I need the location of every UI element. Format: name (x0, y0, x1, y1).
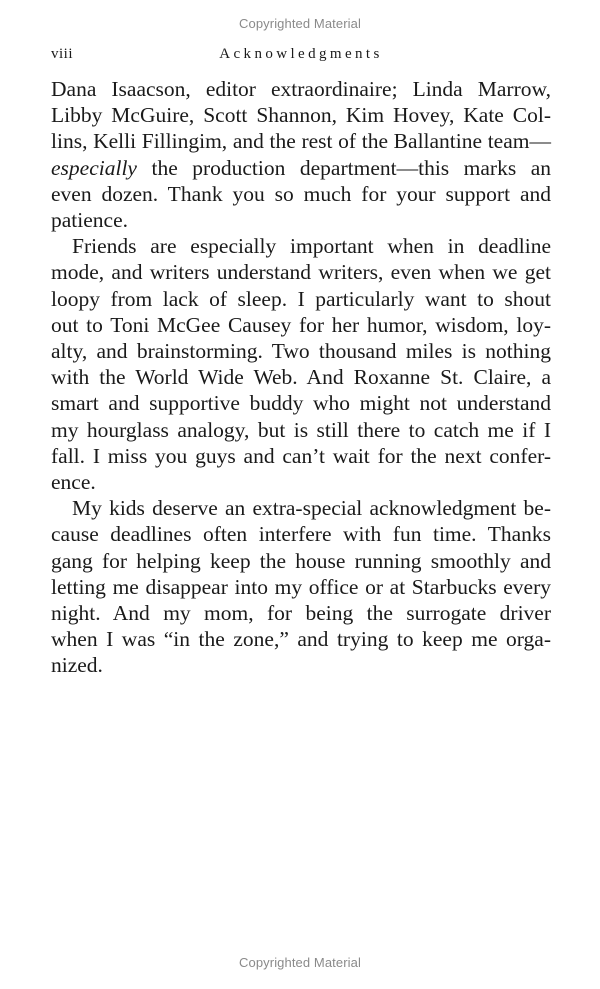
text-line-rest: the production department—this marks an (136, 155, 551, 180)
acknowledgments-text (51, 76, 551, 679)
text-line: with the World Wide Web. And Roxanne St. Claire, a (51, 365, 551, 390)
paragraph-1 (51, 76, 551, 233)
text-line: patience. (51, 208, 128, 233)
text-line: smart and supportive buddy who might not understand (51, 391, 551, 416)
text-line: ence. (51, 470, 96, 495)
text-line: loopy from lack of sleep. I particularly want to shout (51, 286, 551, 311)
text-line: cause deadlines often interfere with fun time. Thanks (51, 522, 551, 547)
running-head (51, 46, 551, 68)
text-line: Dana Isaacson, editor extraordinaire; Linda Marrow, (51, 77, 551, 101)
copyright-watermark-bottom: Copyrighted Material (239, 955, 361, 970)
text-line: lins, Kelli Fillingim, and the rest of the Ballantine team— (51, 129, 551, 154)
text-line: out to Toni McGee Causey for her humor, wisdom, loy- (51, 312, 551, 337)
text-line: fall. I miss you guys and can’t wait for the next confer- (51, 443, 551, 468)
paragraph-2 (51, 233, 551, 495)
paragraph-3 (51, 495, 551, 678)
page-number: viii (51, 46, 74, 62)
copyright-watermark-top: Copyrighted Material (239, 16, 361, 31)
text-line: Libby McGuire, Scott Shannon, Kim Hovey, Kate Col- (51, 103, 551, 128)
text-line: nized. (51, 653, 103, 678)
text-line: even dozen. Thank you so much for your support and (51, 181, 551, 206)
text-line: when I was “in the zone,” and trying to keep me orga- (51, 627, 551, 652)
text-line: Friends are especially important when in deadline (72, 234, 551, 259)
text-line: my hourglass analogy, but is still there to catch me if I (51, 417, 551, 442)
text-line (51, 155, 551, 181)
text-line: My kids deserve an extra-special acknowledgment be- (72, 496, 551, 521)
text-line: letting me disappear into my office or at Starbucks every (51, 574, 551, 599)
text-line: night. And my mom, for being the surrogate driver (51, 601, 551, 626)
running-title: Acknowledgments (219, 46, 383, 62)
text-line: gang for helping keep the house running smoothly and (51, 548, 551, 573)
text-line: mode, and writers understand writers, even when we get (51, 260, 551, 285)
emphasis-text: especially (51, 155, 137, 180)
text-line: alty, and brainstorming. Two thousand miles is nothing (51, 339, 551, 364)
